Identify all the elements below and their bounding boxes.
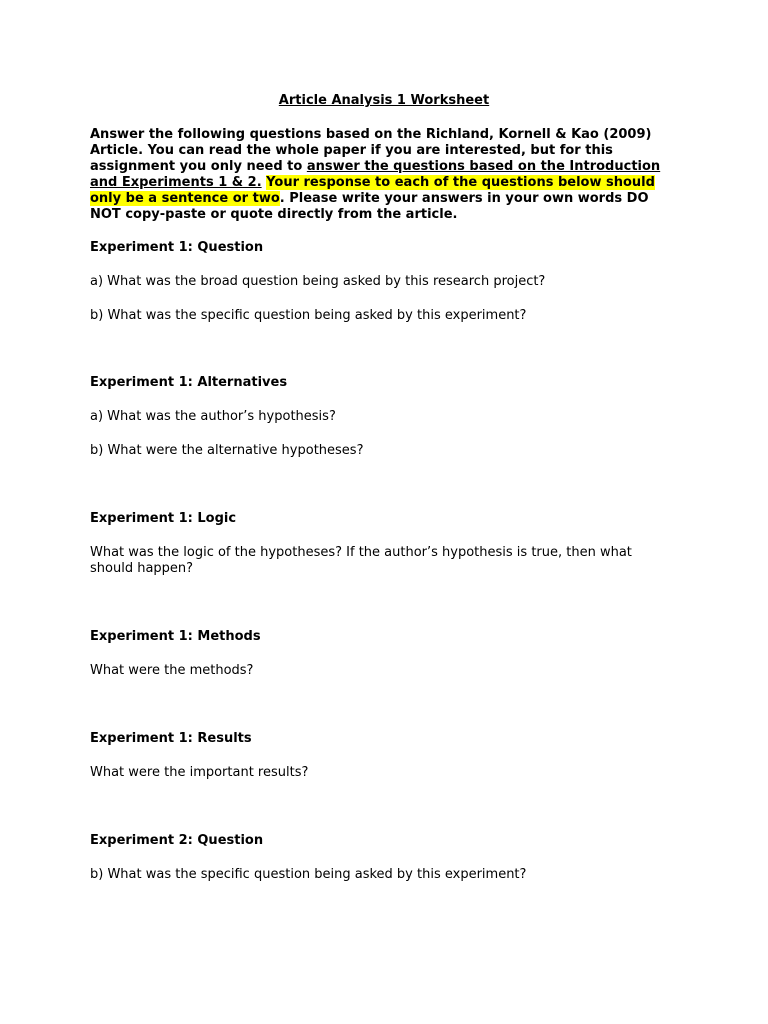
question-exp1-question-b: b) What was the specific question being asked by this experiment? (90, 308, 527, 323)
intro-paragraph (90, 127, 680, 223)
question-exp1-logic: What was the logic of the hypotheses? If the author’s hypothesis is true, then what should happen? (90, 545, 632, 576)
section-heading-exp2-question: Experiment 2: Question (90, 833, 264, 848)
section-heading-exp1-logic: Experiment 1: Logic (90, 511, 237, 526)
question-exp1-alternatives-a: a) What was the author’s hypothesis? (90, 409, 336, 424)
section-heading-exp1-question: Experiment 1: Question (90, 240, 264, 255)
section-heading-exp1-methods: Experiment 1: Methods (90, 629, 261, 644)
question-exp1-question-a: a) What was the broad question being asked by this research project? (90, 274, 546, 289)
intro-underlined-text: answer the questions based on the Introduction and Experiments 1 & 2. (90, 159, 661, 190)
question-exp1-methods: What were the methods? (90, 663, 254, 678)
section-heading-exp1-results: Experiment 1: Results (90, 731, 252, 746)
question-exp2-question-b: b) What was the specific question being asked by this experiment? (90, 867, 527, 882)
question-exp1-alternatives-b: b) What were the alternative hypotheses? (90, 443, 364, 458)
section-heading-exp1-alternatives: Experiment 1: Alternatives (90, 375, 288, 390)
intro-text-end: . Please write your answers in your own words DO NOT copy-paste or quote directly from the article. (90, 191, 649, 222)
intro-highlighted-text: Your response to each of the questions below should only be a sentence or two (90, 175, 655, 206)
page-title: Article Analysis 1 Worksheet (278, 93, 490, 108)
intro-text-start: Answer the following questions based on the Richland, Kornell & Kao (2009) Article. You can read the whole paper if you are interested, but for this assignment you only need to (90, 127, 652, 174)
question-exp1-results: What were the important results? (90, 765, 309, 780)
